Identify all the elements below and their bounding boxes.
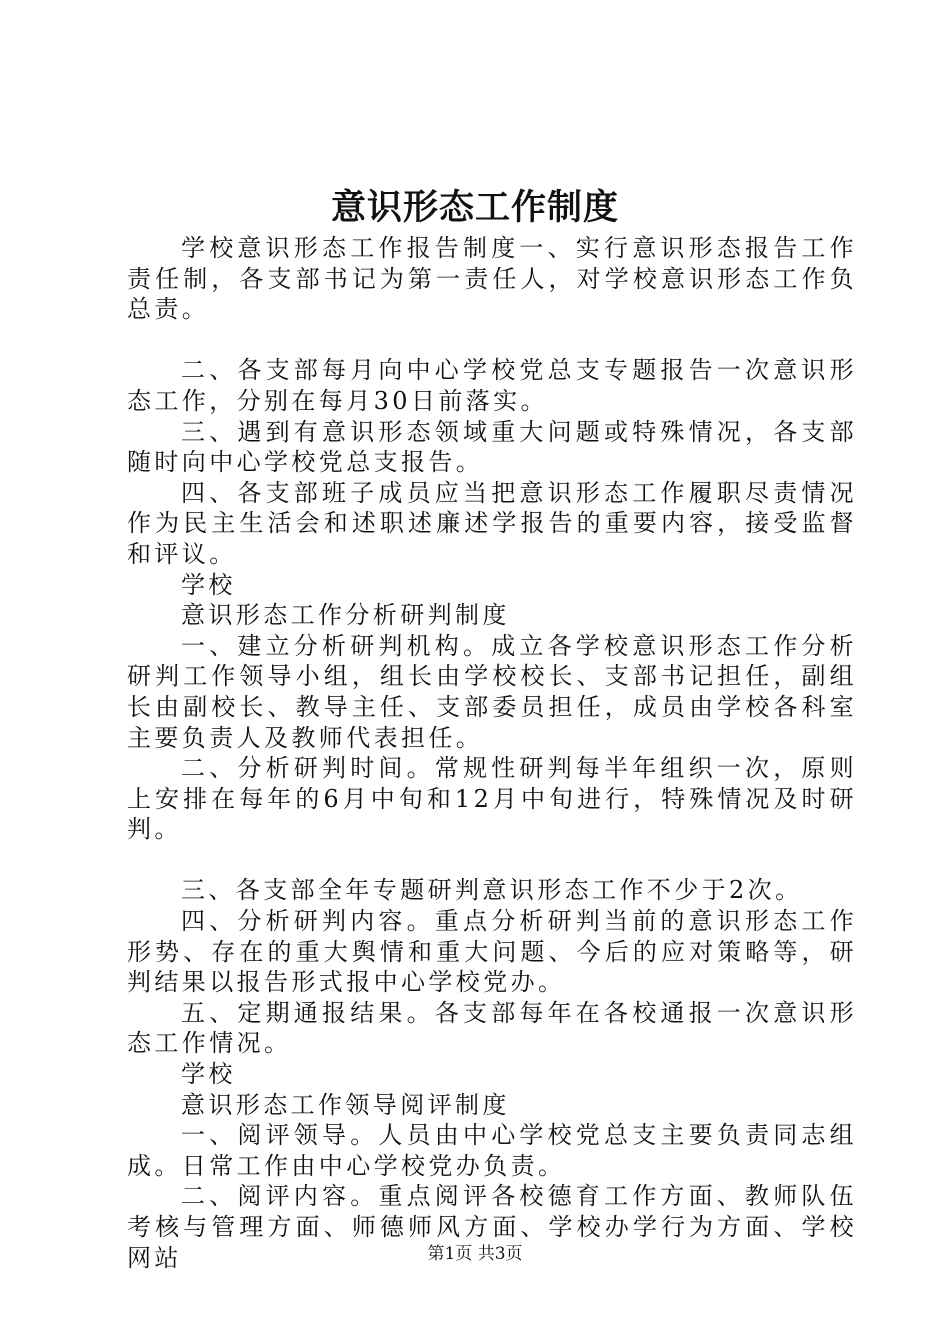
section-label-school: 学校 — [181, 570, 236, 599]
paragraph-10: 一、阅评领导。人员由中心学校党总支主要负责同志组成。日常工作由中心学校党办负责。 — [127, 1121, 857, 1180]
section-heading-analysis: 意识形态工作分析研判制度 — [181, 601, 510, 630]
section-heading-review: 意识形态工作领导阅评制度 — [181, 1090, 510, 1119]
paragraph-2: 二、各支部每月向中心学校党总支专题报告一次意识形态工作，分别在每月30日前落实。 — [127, 356, 857, 415]
paragraph-11: 二、阅评内容。重点阅评各校德育工作方面、教师队伍考核与管理方面、师德师风方面、学校办学行为方面、学校网站 — [127, 1182, 857, 1272]
section-label-school-2: 学校 — [181, 1060, 236, 1089]
paragraph-1: 学校意识形态工作报告制度一、实行意识形态报告工作责任制，各支部书记为第一责任人，对学校意识形态工作负总责。 — [127, 234, 857, 324]
paragraph-3: 三、遇到有意识形态领域重大问题或特殊情况，各支部随时向中心学校党总支报告。 — [127, 417, 857, 477]
page-footer: 第1页 共3页 — [427, 1244, 523, 1264]
paragraph-8: 四、分析研判内容。重点分析研判当前的意识形态工作形势、存在的重大舆情和重大问题、今后的应对策略等，研判结果以报告形式报中心学校党办。 — [127, 907, 857, 997]
paragraph-6: 二、分析研判时间。常规性研判每半年组织一次，原则上安排在每年的6月中旬和12月中旬进行，特殊情况及时研判。 — [127, 754, 857, 844]
paragraph-5: 一、建立分析研判机构。成立各学校意识形态工作分析研判工作领导小组，组长由学校校长、支部书记担任，副组长由副校长、教导主任、支部委员担任，成员由学校各科室主要负责人及教师代表担任。 — [127, 631, 857, 752]
document-title: 意识形态工作制度 — [330, 187, 619, 228]
paragraph-4: 四、各支部班子成员应当把意识形态工作履职尽责情况作为民主生活会和述职述廉述学报告的重要内容，接受监督和评议。 — [127, 478, 857, 568]
paragraph-9: 五、定期通报结果。各支部每年在各校通报一次意识形态工作情况。 — [127, 998, 857, 1058]
paragraph-7: 三、各支部全年专题研判意识形态工作不少于2次。 — [181, 876, 803, 905]
document-body — [127, 233, 857, 1273]
